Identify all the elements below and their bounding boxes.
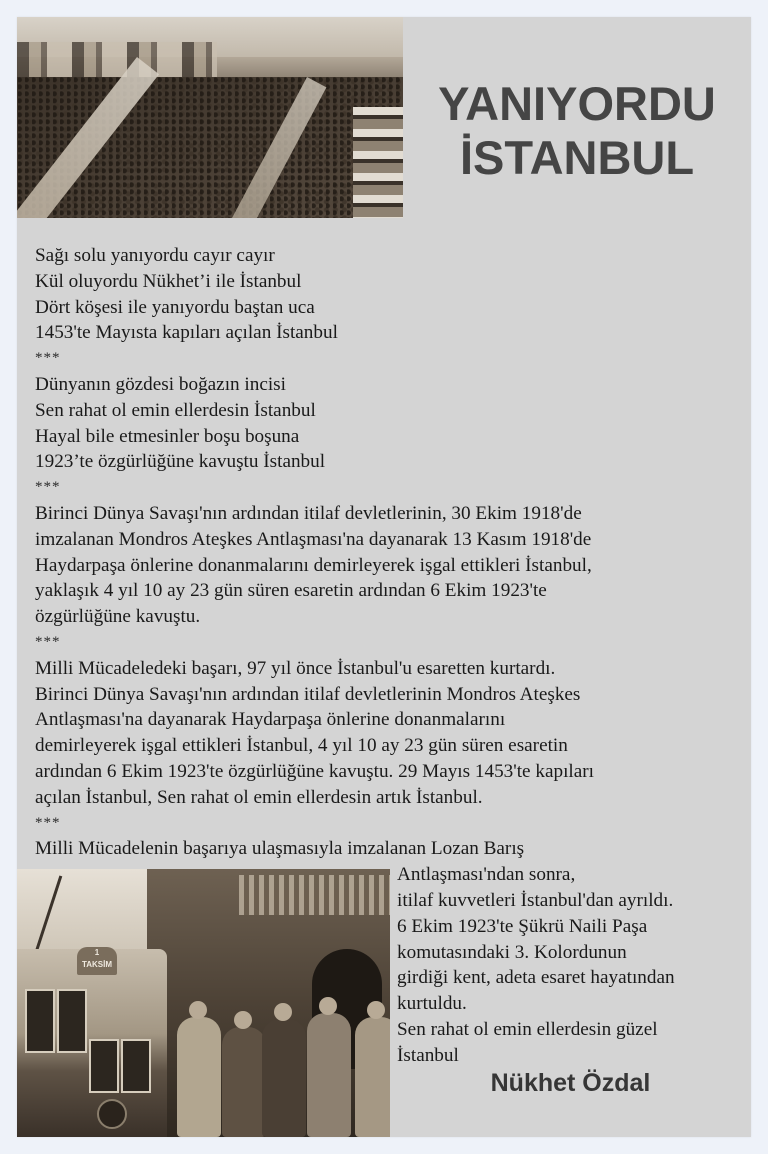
paragraph-line: demirleyerek işgal ettikleri İstanbul, 4 yıl 10 ay 23 gün süren esaretin: [35, 735, 568, 757]
stanza-separator: ***: [35, 633, 61, 650]
paragraph-line: kurtuldu.: [397, 993, 467, 1015]
photo-balcony: [239, 875, 390, 915]
paragraph-line: Haydarpaşa önlerine donanmalarını demirleyerek işgal ettikleri İstanbul,: [35, 554, 592, 576]
paragraph-line: özgürlüğüne kavuştu.: [35, 606, 201, 628]
paragraph-line: Birinci Dünya Savaşı'nın ardından itilaf devletlerinin Mondros Ateşkes: [35, 683, 581, 705]
paragraph-line: yaklaşık 4 yıl 10 ay 23 gün süren esaretin ardından 6 Ekim 1923'te: [35, 580, 547, 602]
paragraph-line: Birinci Dünya Savaşı'nın ardından itilaf devletlerinin, 30 Ekim 1918'de: [35, 502, 582, 524]
paragraph-line: İstanbul: [397, 1044, 459, 1066]
photo-boats: [353, 107, 403, 218]
poem-line: Hayal bile etmesinler boşu boşuna: [35, 425, 300, 447]
paragraph-line: itilaf kuvvetleri İstanbul'dan ayrıldı.: [397, 889, 674, 911]
tram-window: [25, 989, 55, 1053]
tram-sign: [77, 947, 117, 975]
title-line-2: İSTANBUL: [459, 131, 695, 184]
paragraph-line: imzalanan Mondros Ateşkes Antlaşması'na dayanarak 13 Kasım 1918'de: [35, 528, 592, 550]
poem-line: 1453'te Mayısta kapıları açılan İstanbul: [35, 322, 338, 344]
tram-window: [57, 989, 87, 1053]
poem-line: Dünyanın gözdesi boğazın incisi: [35, 373, 286, 395]
tram: [17, 949, 167, 1137]
tram-headlight: [97, 1099, 127, 1129]
author-name: Nükhet Özdal: [490, 1069, 651, 1097]
paragraph-line: Antlaşması'ndan sonra,: [397, 864, 576, 886]
tram-window: [121, 1039, 151, 1093]
page-title: [403, 77, 751, 185]
paragraph-line: girdiği kent, adeta esaret hayatından: [397, 967, 675, 989]
stanza-separator: ***: [35, 479, 61, 496]
poem-line: Dört köşesi ile yanıyordu baştan uca: [35, 296, 315, 318]
taksim-tram-photo: [17, 869, 390, 1137]
stanza-separator: ***: [35, 814, 61, 831]
paragraph-line: ardından 6 Ekim 1923'te özgürlüğüne kavuştu. 29 Mayıs 1453'te kapıları: [35, 760, 594, 782]
poem-line: Sen rahat ol emin ellerdesin İstanbul: [35, 399, 316, 421]
poem-line: Sağı solu yanıyordu cayır cayır: [35, 245, 275, 266]
poem-card: [17, 17, 751, 1137]
paragraph-line: Sen rahat ol emin ellerdesin güzel: [397, 1018, 658, 1040]
paragraph-line: Antlaşması'na dayanarak Haydarpaşa önlerine donanmalarını: [35, 709, 506, 731]
paragraph-line: Milli Mücadelenin başarıya ulaşmasıyla imzalanan Lozan Barış: [35, 838, 525, 860]
title-line-1: YANIYORDU: [438, 77, 716, 130]
tram-window: [89, 1039, 119, 1093]
woman-figure: [355, 1017, 390, 1137]
woman-figure: [177, 1017, 221, 1137]
paragraph-line: Milli Mücadeledeki başarı, 97 yıl önce İstanbul'u esaretten kurtardı.: [35, 657, 556, 679]
paragraph-line: komutasındaki 3. Kolordunun: [397, 941, 627, 963]
crowd-on-bridge-photo: [17, 17, 403, 218]
poem-line: 1923’te özgürlüğüne kavuştu İstanbul: [35, 451, 326, 473]
woman-figure: [262, 1019, 306, 1137]
paragraph-line: açılan İstanbul, Sen rahat ol emin ellerdesin artık İstanbul.: [35, 786, 483, 808]
poem-line: Kül oluyordu Nükhet’i ile İstanbul: [35, 270, 302, 292]
tram-sign-number: 1: [94, 948, 100, 957]
stanza-separator: ***: [35, 350, 61, 367]
paragraph-line: 6 Ekim 1923'te Şükrü Naili Paşa: [397, 915, 648, 937]
woman-figure: [307, 1013, 351, 1137]
woman-figure: [222, 1027, 266, 1137]
tram-sign-text: TAKSİM: [81, 960, 113, 969]
